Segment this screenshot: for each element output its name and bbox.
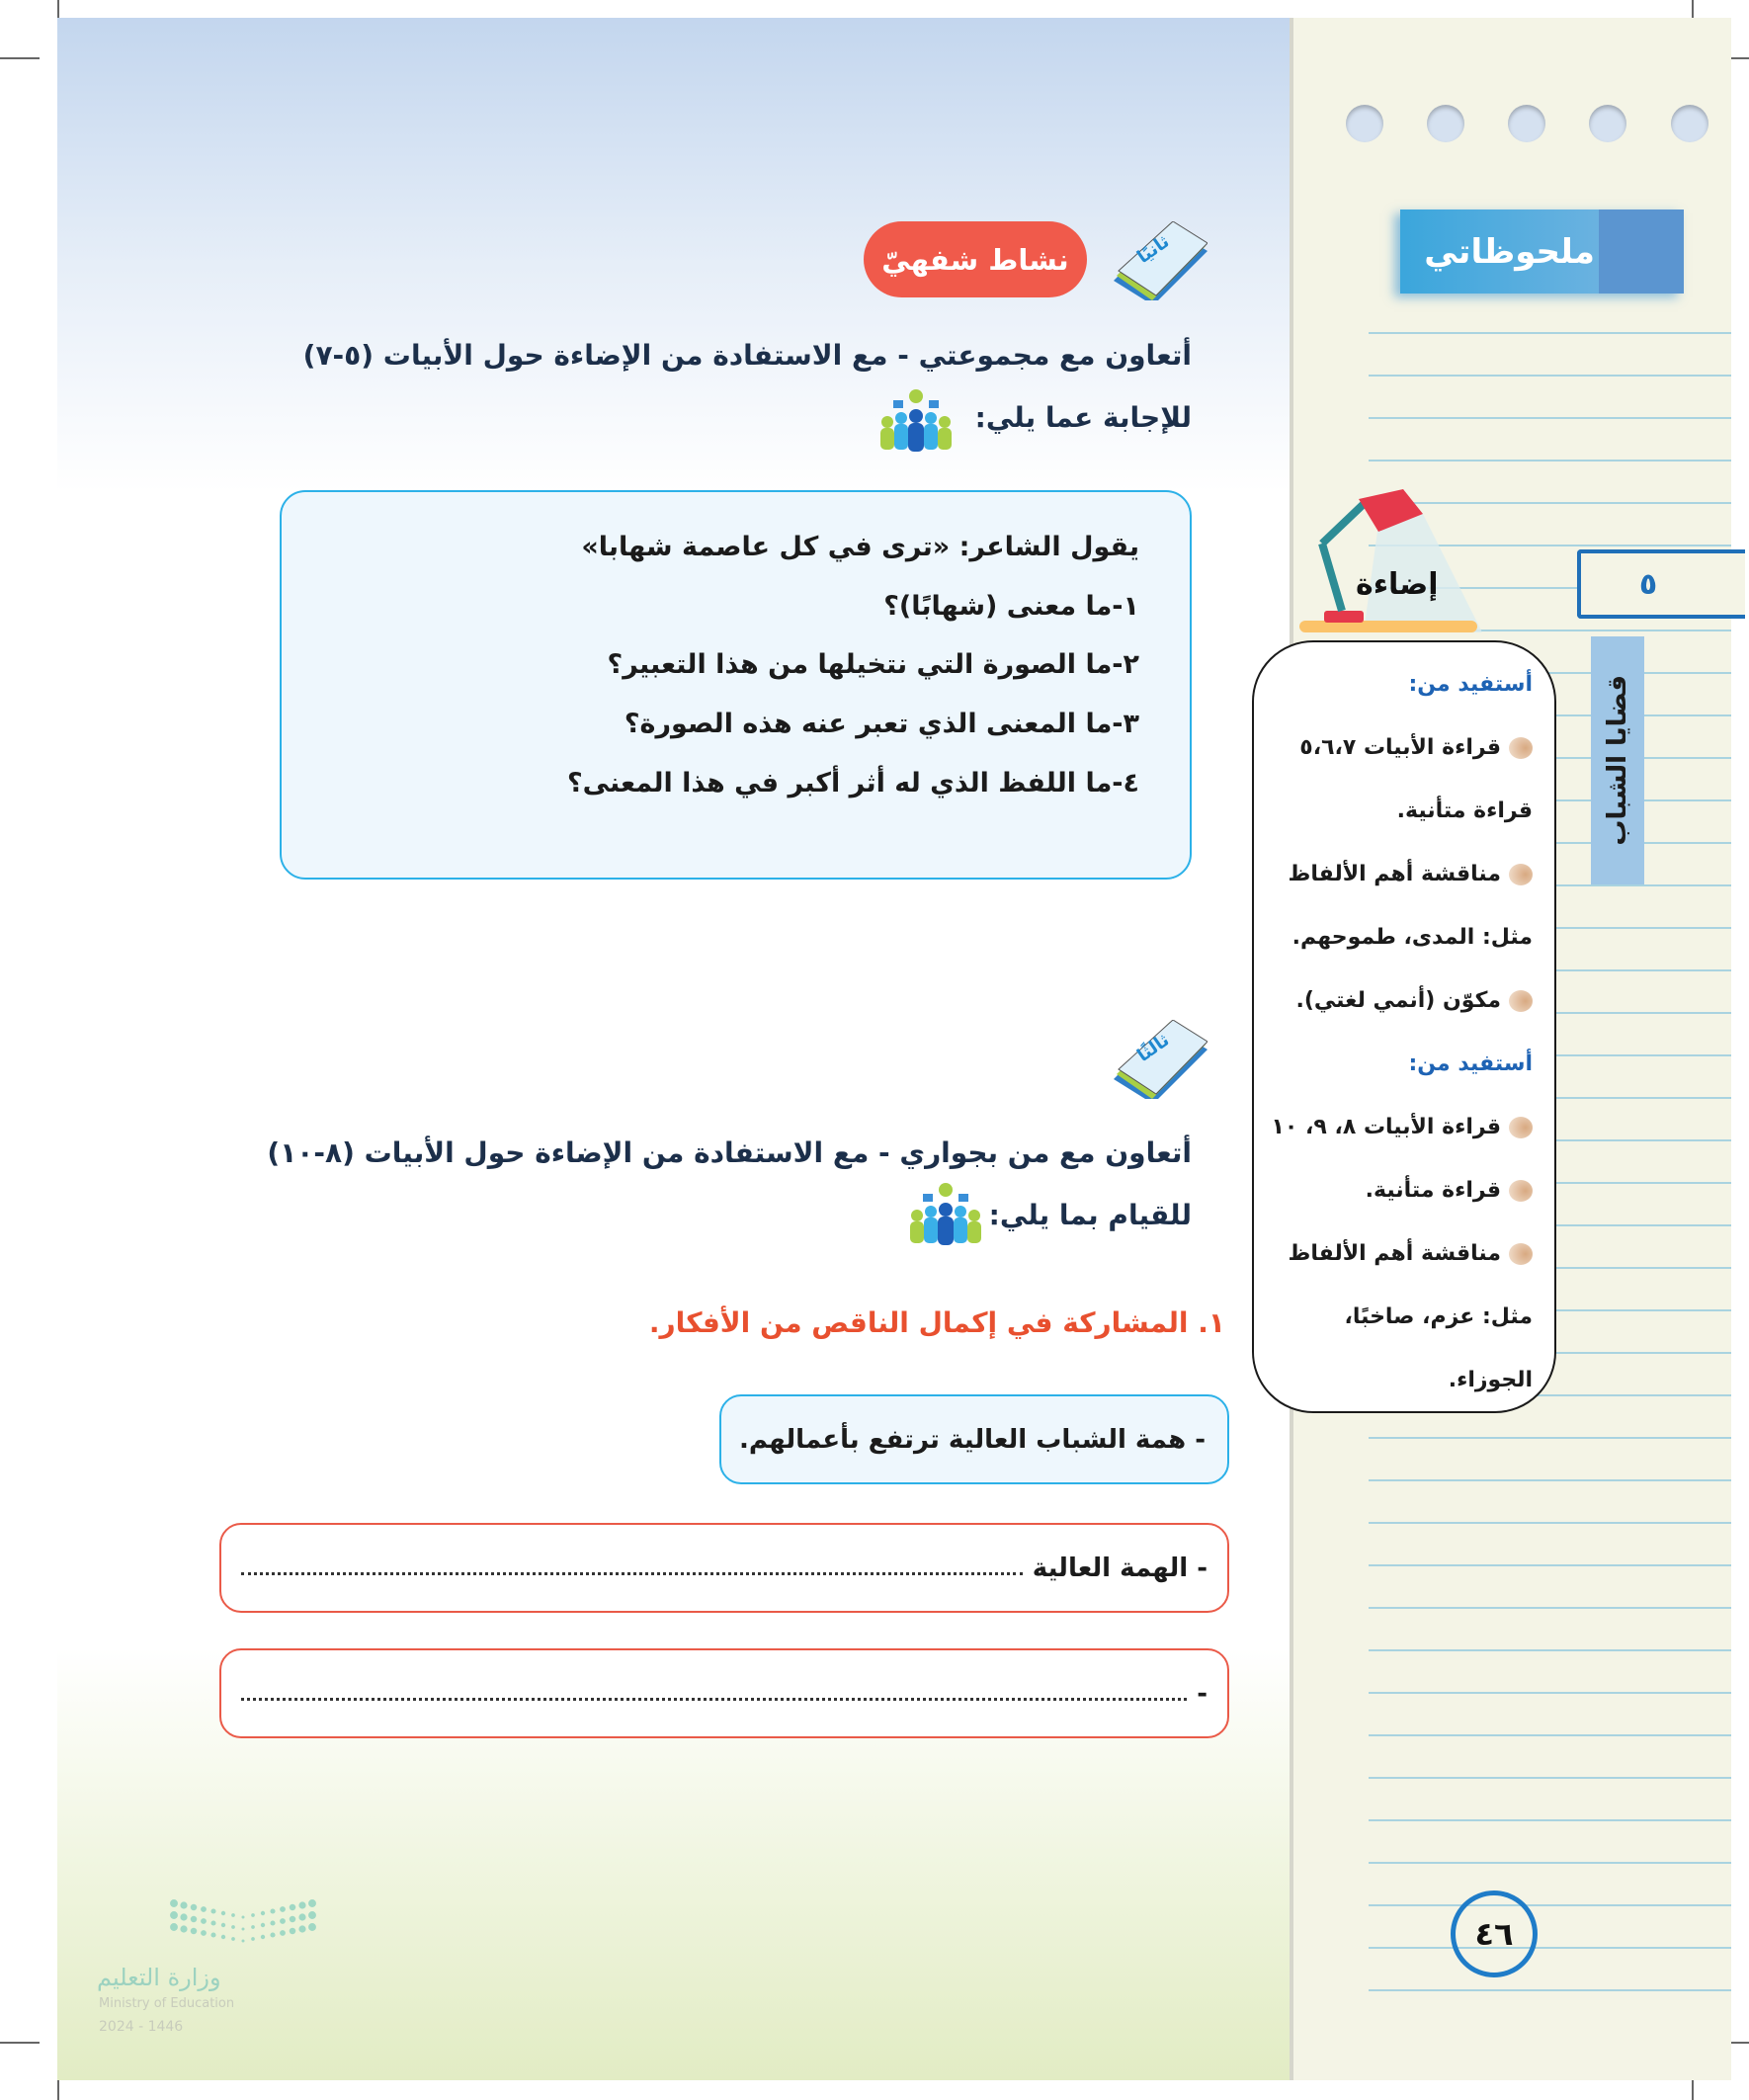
- page-number-text: ٤٦: [1474, 1915, 1514, 1953]
- question-item: ٢-ما الصورة التي نتخيلها من هذا التعبير؟: [607, 649, 1139, 680]
- logo-dot: [242, 1916, 245, 1919]
- logo-dot: [298, 1901, 305, 1908]
- note-text: مثل: عزم، صاخبًا،: [1344, 1304, 1533, 1329]
- dotted-answer-line[interactable]: [241, 1687, 1187, 1701]
- logo-dot: [191, 1916, 198, 1923]
- note-text: أستفيد من:: [1408, 1051, 1533, 1076]
- question-item: ٣-ما المعنى الذي تعبر عنه هذه الصورة؟: [624, 709, 1139, 739]
- note-item: [1366, 1178, 1533, 1203]
- page-number: [1451, 1890, 1538, 1977]
- note-item: [1271, 1115, 1533, 1139]
- logo-dot: [251, 1925, 255, 1929]
- ruled-line: [1369, 1692, 1731, 1694]
- ruled-line: [1369, 1649, 1731, 1651]
- question-item: ٤-ما اللفظ الذي له أثر أكبر في هذا المعنى؟: [566, 768, 1139, 798]
- logo-dot: [242, 1928, 245, 1931]
- notes-heading: [1408, 1051, 1533, 1076]
- lesson-number-box: [1577, 549, 1745, 619]
- answer-field[interactable]: [219, 1523, 1229, 1613]
- binder-hole: [1589, 105, 1626, 142]
- logo-dot: [201, 1930, 207, 1936]
- ruled-line: [1369, 1607, 1731, 1609]
- logo-dot: [261, 1911, 265, 1915]
- ruled-line: [1369, 1522, 1731, 1524]
- logo-dot: [191, 1928, 198, 1935]
- crop-mark: [0, 2042, 40, 2044]
- ruled-line: [1369, 1819, 1731, 1821]
- logo-dot: [290, 1904, 296, 1911]
- section-tag-label: ثانيًا: [1133, 231, 1174, 268]
- notes-title-tab: [1400, 210, 1684, 294]
- logo-arabic: وزارة التعليم: [97, 1964, 221, 1991]
- logo-english: Ministry of Education: [99, 1996, 235, 2011]
- logo-dot: [280, 1906, 286, 1912]
- answer-prefix: - الهمة العالية: [1032, 1553, 1208, 1583]
- ruled-line: [1369, 1904, 1731, 1906]
- note-text: مثل: المدى، طموحهم.: [1291, 925, 1533, 950]
- main-content-panel: [57, 18, 1290, 2080]
- section-tag-label: ثالثًا: [1133, 1030, 1174, 1066]
- logo-dot: [270, 1932, 275, 1937]
- bullet-icon: [1509, 1180, 1533, 1202]
- instruction-line: للإجابة عما يلي:: [974, 401, 1192, 434]
- bullet-icon: [1509, 864, 1533, 885]
- ruled-line: [1369, 1437, 1731, 1439]
- ruled-line: [1369, 1862, 1731, 1864]
- lesson-number: ٥: [1638, 566, 1658, 602]
- logo-dot: [170, 1899, 178, 1907]
- instruction-line: للقيام بما يلي:: [988, 1199, 1192, 1231]
- ruled-line: [1369, 1479, 1731, 1481]
- logo-dot: [170, 1911, 178, 1919]
- logo-dot: [298, 1925, 305, 1932]
- lamp-label: إضاءة: [1356, 567, 1439, 602]
- logo-dot: [308, 1911, 316, 1919]
- notes-box: [1252, 640, 1556, 1413]
- note-text: قراءة متأنية.: [1365, 1178, 1501, 1203]
- question-item: ١-ما معنى (شهابًا)؟: [883, 591, 1139, 622]
- logo-year: 2024 - 1446: [99, 2019, 184, 2035]
- note-item: [1289, 1241, 1534, 1266]
- group-discussion-icon: [877, 388, 955, 452]
- logo-dot: [290, 1928, 296, 1935]
- logo-dot: [290, 1916, 296, 1923]
- note-text: قراءة الأبيات ٨، ٩، ١٠: [1271, 1115, 1501, 1139]
- lesson-title-banner: [1591, 636, 1644, 884]
- logo-dot: [270, 1920, 275, 1925]
- logo-dot: [231, 1925, 235, 1929]
- logo-dot: [191, 1904, 198, 1911]
- logo-dot: [180, 1925, 187, 1932]
- given-idea: - همة الشباب العالية ترتفع بأعمالهم.: [738, 1424, 1206, 1455]
- oral-activity-badge: [864, 221, 1087, 297]
- logo-dot: [242, 1940, 245, 1943]
- task-heading: ١. المشاركة في إكمال الناقص من الأفكار.: [648, 1306, 1225, 1339]
- logo-dot: [201, 1918, 207, 1924]
- crop-mark: [0, 57, 40, 59]
- badge-label: نشاط شفهيّ: [881, 242, 1069, 277]
- lesson-title: قضايا الشباب: [1603, 675, 1632, 846]
- logo-dot: [298, 1913, 305, 1920]
- note-text: أستفيد من:: [1408, 672, 1533, 697]
- logo-dot: [280, 1918, 286, 1924]
- logo-dot: [210, 1908, 215, 1913]
- note-item: [1299, 735, 1533, 760]
- note-text: قراءة متأنية.: [1396, 798, 1533, 823]
- note-text: قراءة الأبيات ٥،٦،٧: [1299, 735, 1501, 760]
- binder-hole: [1427, 105, 1464, 142]
- question-intro: يقول الشاعر: «ترى في كل عاصمة شهابا»: [581, 532, 1139, 562]
- logo-dot: [231, 1937, 235, 1941]
- bullet-icon: [1509, 1243, 1533, 1265]
- logo-dot: [280, 1930, 286, 1936]
- ruled-line: [1369, 417, 1731, 419]
- note-item: [1397, 798, 1533, 823]
- logo-dot: [231, 1913, 235, 1917]
- logo-dot: [308, 1923, 316, 1931]
- instruction-line: أتعاون مع مجموعتي - مع الاستفادة من الإضاءة حول الأبيات (٥-٧): [302, 339, 1192, 372]
- ruled-line: [1369, 1564, 1731, 1566]
- ruled-line: [1369, 1734, 1731, 1736]
- note-item: [1289, 862, 1534, 886]
- ruled-line: [1369, 1989, 1731, 1991]
- instruction-line: أتعاون مع من بجواري - مع الاستفادة من الإضاءة حول الأبيات (٨-١٠): [267, 1136, 1192, 1169]
- dotted-answer-line[interactable]: [241, 1561, 1023, 1575]
- given-idea-box: [719, 1394, 1229, 1484]
- notes-title: ملحوظاتي: [1424, 231, 1595, 272]
- logo-dot: [261, 1923, 265, 1927]
- ruled-line: [1369, 1947, 1731, 1949]
- ruled-line: [1369, 375, 1731, 377]
- note-item: [1344, 1304, 1533, 1329]
- binder-hole: [1508, 105, 1545, 142]
- logo-dot: [210, 1920, 215, 1925]
- section-tag-second: [1109, 221, 1208, 300]
- logo-dot: [180, 1913, 187, 1920]
- ministry-logo-icon: [168, 1897, 326, 1947]
- lamp-icon: [1285, 484, 1512, 642]
- answer-field[interactable]: [219, 1648, 1229, 1738]
- answer-prefix: -: [1197, 1678, 1208, 1709]
- logo-dot: [308, 1899, 316, 1907]
- logo-dot: [221, 1935, 225, 1939]
- note-text: الجوزاء.: [1448, 1368, 1533, 1392]
- bullet-icon: [1509, 990, 1533, 1012]
- logo-dot: [170, 1923, 178, 1931]
- ruled-line: [1369, 460, 1731, 462]
- logo-dot: [221, 1911, 225, 1915]
- logo-dot: [251, 1937, 255, 1941]
- ruled-line: [1369, 1777, 1731, 1779]
- note-item: [1449, 1368, 1533, 1392]
- note-text: مناقشة أهم الألفاظ: [1288, 862, 1501, 886]
- binder-hole: [1346, 105, 1383, 142]
- logo-dot: [180, 1901, 187, 1908]
- notes-heading: [1408, 672, 1533, 697]
- logo-dot: [261, 1935, 265, 1939]
- group-discussion-icon: [907, 1182, 984, 1245]
- note-item: [1292, 925, 1533, 950]
- binder-hole: [1671, 105, 1708, 142]
- logo-dot: [221, 1923, 225, 1927]
- logo-dot: [210, 1932, 215, 1937]
- logo-dot: [270, 1908, 275, 1913]
- note-text: مكوّن (أنمي لغتي).: [1295, 988, 1501, 1013]
- section-tag-third: [1109, 1020, 1208, 1099]
- note-item: [1296, 988, 1534, 1013]
- bullet-icon: [1509, 737, 1533, 759]
- ruled-line: [1369, 332, 1731, 334]
- note-text: مناقشة أهم الألفاظ: [1288, 1241, 1501, 1266]
- logo-dot: [251, 1913, 255, 1917]
- logo-dot: [201, 1906, 207, 1912]
- bullet-icon: [1509, 1117, 1533, 1138]
